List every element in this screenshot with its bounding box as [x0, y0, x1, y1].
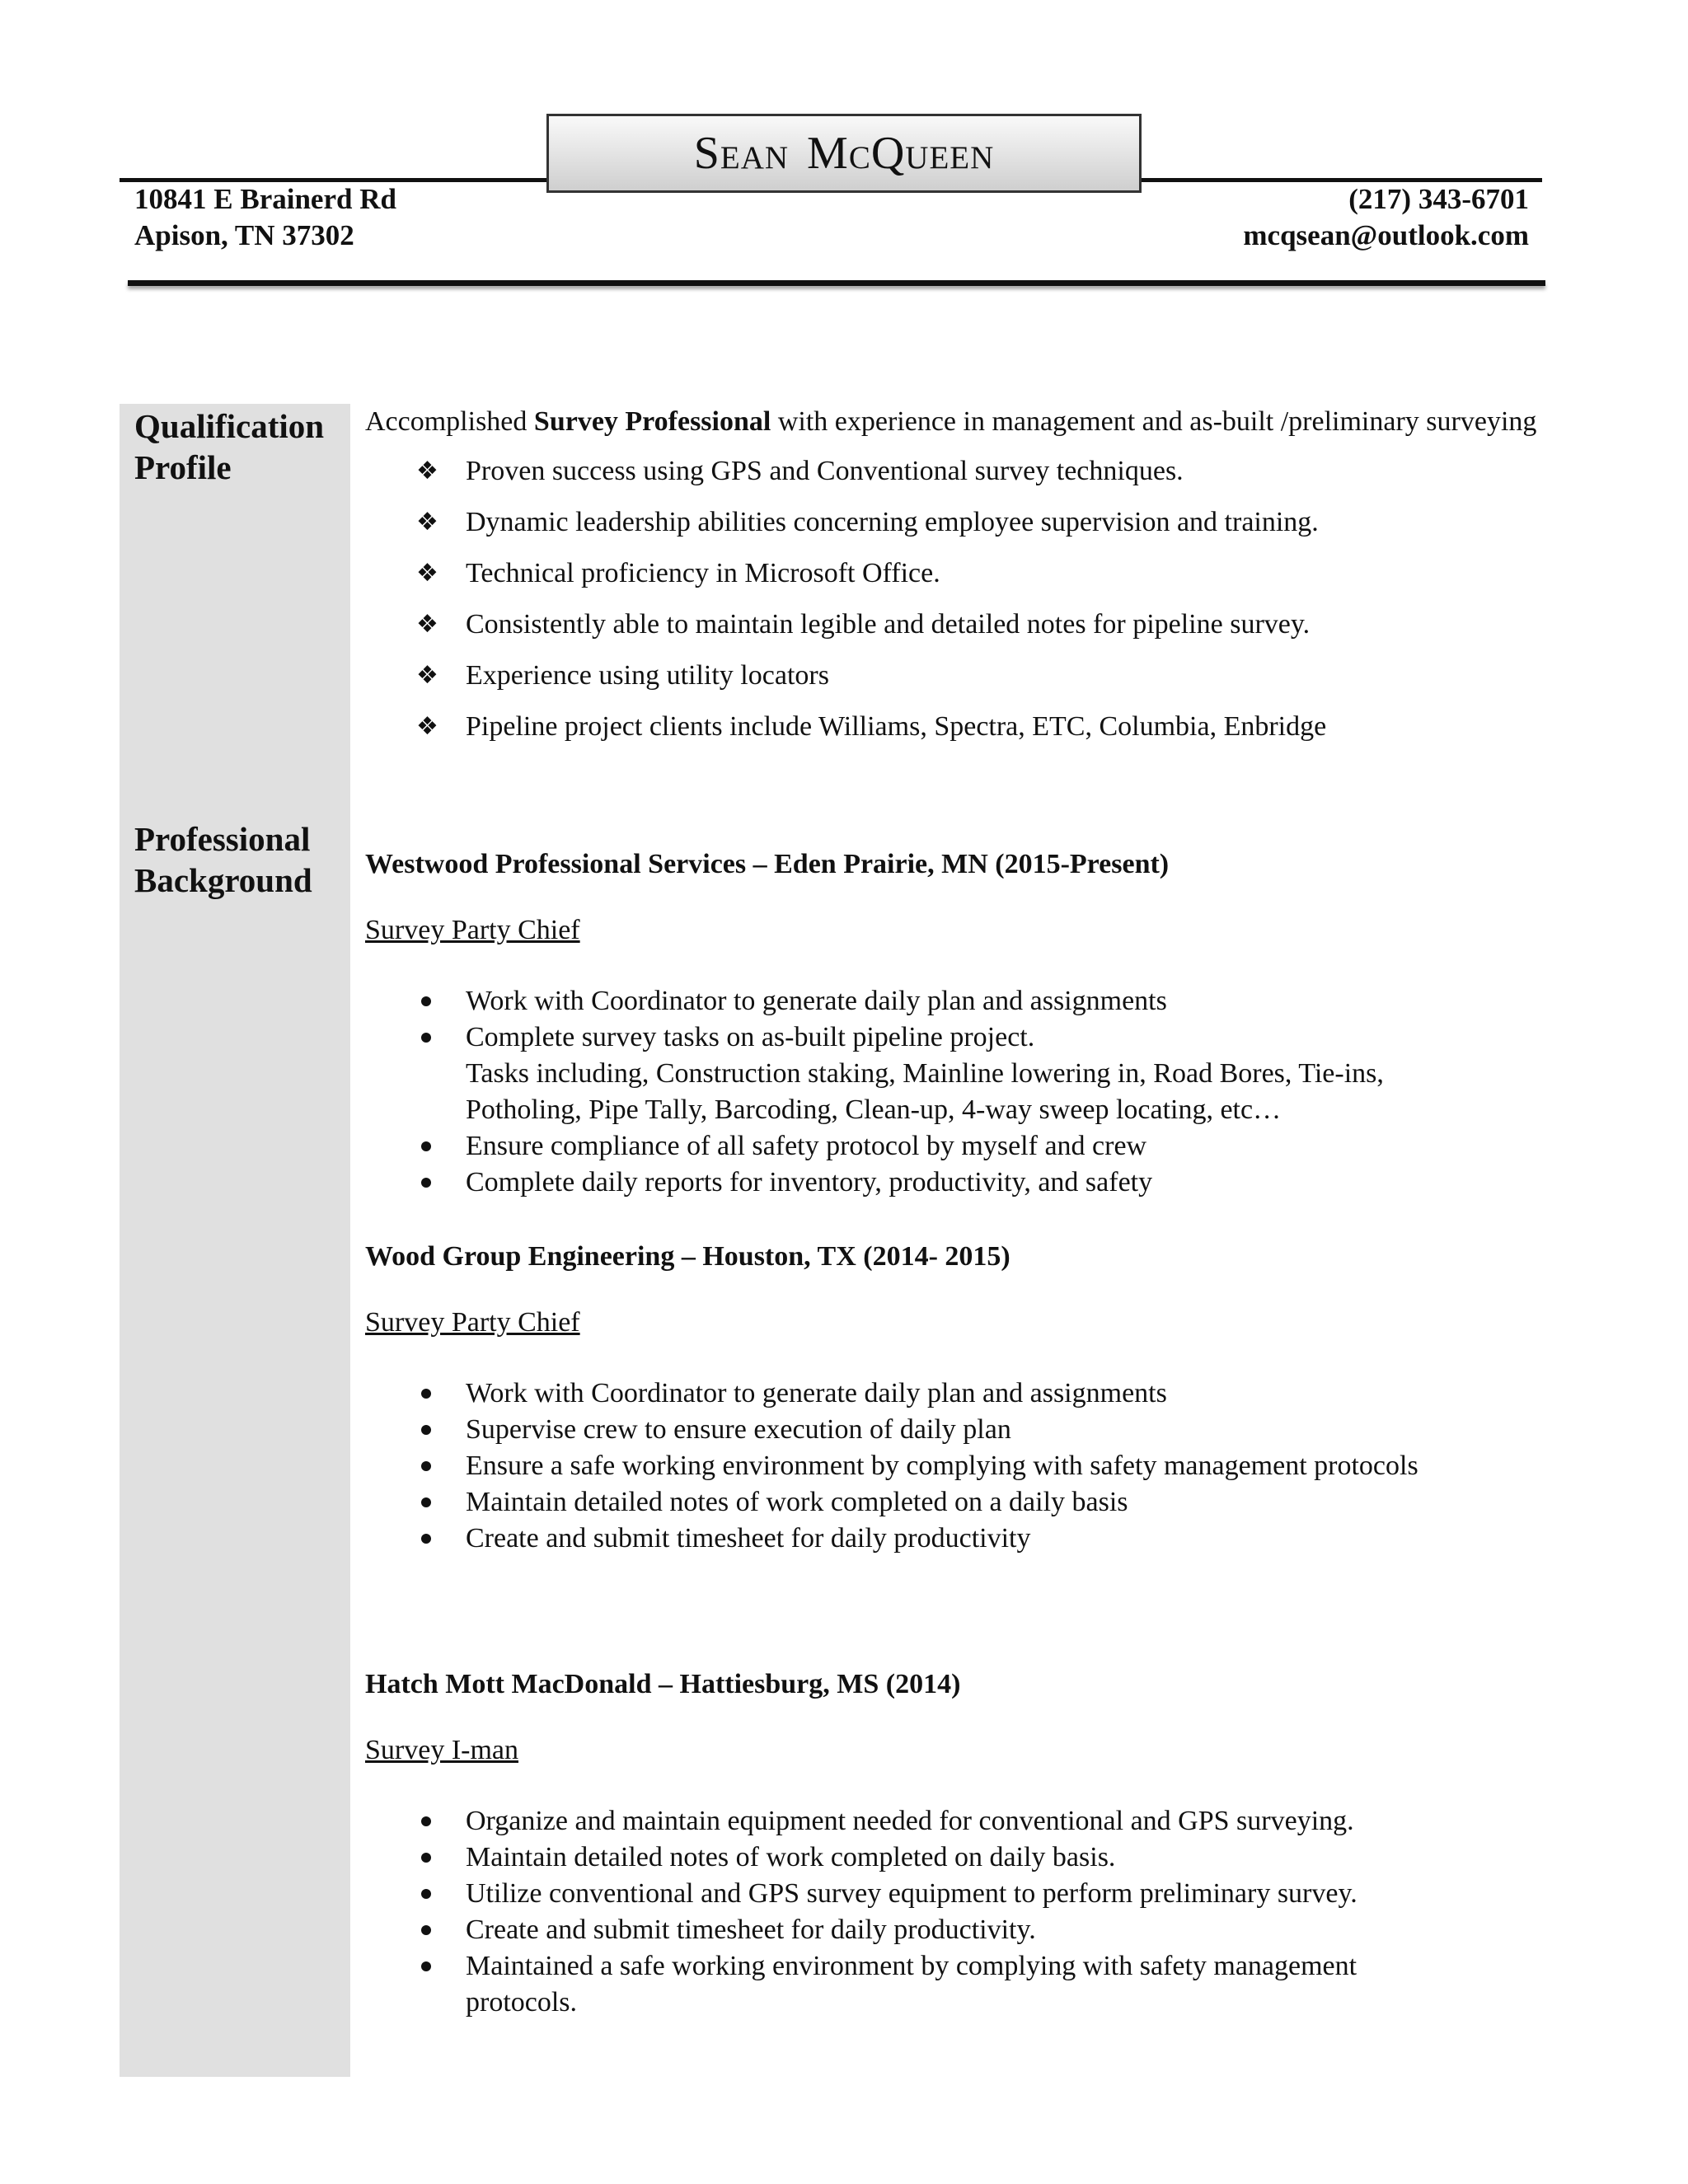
bullet-dot-icon — [421, 1925, 431, 1935]
email-address: mcqsean@outlook.com — [1243, 219, 1529, 251]
name-first: Sean — [693, 128, 790, 179]
list-item: ❖ Proven success using GPS and Conventional survey techniques. — [416, 453, 1544, 490]
bullet-dot-icon — [421, 1816, 431, 1826]
list-item: Maintained a safe working environment by complying with safety management protocols. — [416, 1948, 1544, 2021]
list-item: Maintain detailed notes of work completed on a daily basis — [416, 1484, 1544, 1521]
address-line-2: Apison, TN 37302 — [134, 219, 354, 251]
job-title: Survey Party Chief — [365, 1307, 580, 1338]
list-item: Utilize conventional and GPS survey equipment to perform preliminary survey. — [416, 1876, 1544, 1912]
list-item: ❖ Consistently able to maintain legible and detailed notes for pipeline survey. — [416, 607, 1544, 643]
bullet-dot-icon — [421, 1853, 431, 1863]
qualification-profile — [365, 404, 1544, 760]
list-item: Maintain detailed notes of work completed on daily basis. — [416, 1840, 1544, 1876]
job-wood-group — [365, 1239, 1544, 1557]
job-duties — [365, 983, 1544, 1201]
list-item: Organize and maintain equipment needed for conventional and GPS surveying. — [416, 1803, 1544, 1840]
profile-summary: Accomplished Survey Professional with experience in management and as-built /preliminary surveying — [365, 406, 1537, 437]
diamond-bullet-icon: ❖ — [416, 559, 438, 588]
list-item: Complete daily reports for inventory, productivity, and safety — [416, 1165, 1544, 1201]
profile-highlights — [365, 453, 1544, 745]
bullet-dot-icon — [421, 1497, 431, 1507]
employer-heading: Westwood Professional Services – Eden Prairie, MN (2015-Present) — [365, 849, 1170, 879]
bullet-dot-icon — [421, 1141, 431, 1151]
job-hatch-mott — [365, 1666, 1544, 2021]
list-item: ❖ Dynamic leadership abilities concerning employee supervision and training. — [416, 504, 1544, 541]
list-item: Ensure a safe working environment by complying with safety management protocols — [416, 1448, 1544, 1484]
heading-qualification-profile: Qualification Profile — [134, 407, 325, 486]
diamond-bullet-icon: ❖ — [416, 457, 438, 485]
list-item: Work with Coordinator to generate daily plan and assignments — [416, 1376, 1544, 1412]
job-title: Survey Party Chief — [365, 915, 580, 945]
diamond-bullet-icon: ❖ — [416, 712, 438, 741]
phone-number: (217) 343-6701 — [1348, 183, 1529, 215]
bullet-dot-icon — [421, 996, 431, 1006]
list-item: Ensure compliance of all safety protocol by myself and crew — [416, 1128, 1544, 1165]
job-duties — [365, 1376, 1544, 1557]
diamond-bullet-icon: ❖ — [416, 508, 438, 537]
diamond-bullet-icon: ❖ — [416, 610, 438, 639]
header-divider — [128, 280, 1545, 286]
list-item: ❖ Pipeline project clients include Williams, Spectra, ETC, Columbia, Enbridge — [416, 709, 1544, 745]
bullet-dot-icon — [421, 1389, 431, 1399]
list-item: Create and submit timesheet for daily productivity. — [416, 1912, 1544, 1948]
list-item: ❖ Experience using utility locators — [416, 658, 1544, 694]
bullet-dot-icon — [421, 1425, 431, 1435]
name-banner — [546, 114, 1142, 193]
employer-heading: Wood Group Engineering – Houston, TX (2014- 2015) — [365, 1241, 1010, 1272]
bullet-dot-icon — [421, 1534, 431, 1544]
job-westwood — [365, 846, 1544, 1201]
job-duties — [365, 1803, 1544, 2021]
address-line-1: 10841 E Brainerd Rd — [134, 183, 396, 215]
diamond-bullet-icon: ❖ — [416, 661, 438, 690]
job-title: Survey I-man — [365, 1735, 519, 1765]
address-block — [134, 181, 396, 254]
bullet-dot-icon — [421, 1889, 431, 1899]
heading-professional-background: Professional Background — [134, 820, 312, 899]
list-item: ❖ Technical proficiency in Microsoft Office. — [416, 555, 1544, 592]
list-item: Create and submit timesheet for daily productivity — [416, 1521, 1544, 1557]
employer-heading: Hatch Mott MacDonald – Hattiesburg, MS (2014) — [365, 1669, 961, 1699]
bullet-dot-icon — [421, 1178, 431, 1188]
bullet-dot-icon — [421, 1461, 431, 1471]
contact-block — [1243, 181, 1529, 254]
bullet-dot-icon — [421, 1961, 431, 1971]
list-item: Supervise crew to ensure execution of daily plan — [416, 1412, 1544, 1448]
section-sidebar — [120, 404, 350, 2077]
list-item: Complete survey tasks on as-built pipeline project. Tasks including, Construction staking, Mainline lowering in, Road Bores, Tie-ins, Potholing, Pipe Tally, Barcoding, Clean-up, 4-way sweep locating, etc… — [416, 1019, 1544, 1128]
list-item: Work with Coordinator to generate daily plan and assignments — [416, 983, 1544, 1019]
bullet-dot-icon — [421, 1033, 431, 1043]
name-last: McQueen — [807, 128, 995, 179]
